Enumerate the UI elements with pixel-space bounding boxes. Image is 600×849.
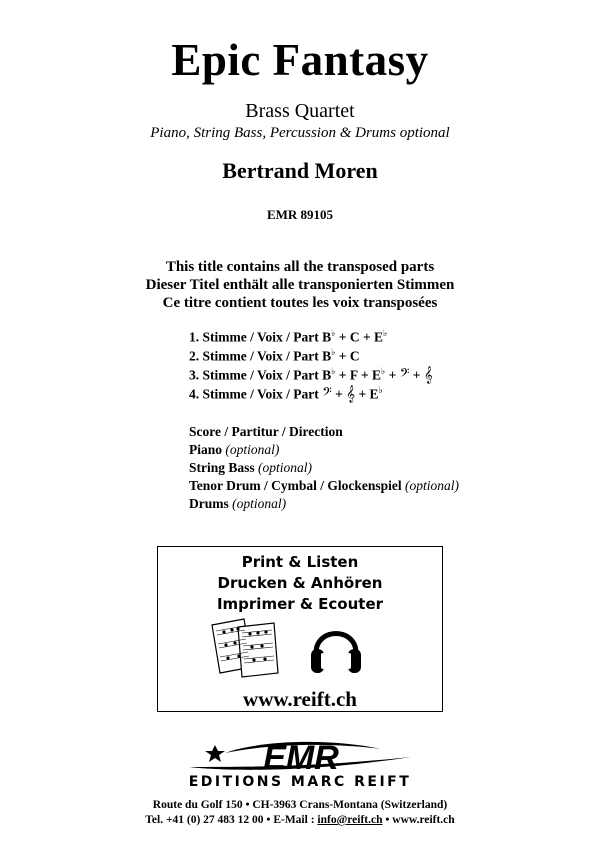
print-listen-line-en: Print & Listen (241, 553, 359, 571)
transposed-notice-de: Dieser Titel enthält alle transponierten Stimmen (145, 277, 455, 293)
extra-string-bass: String Bass (optional) (189, 460, 313, 475)
catalog-number: EMR 89105 (266, 207, 334, 222)
treble-clef-icon: 𝄞 (346, 386, 356, 403)
headphones-icon (308, 617, 364, 677)
transposed-notice-en: This title contains all the transposed parts (165, 259, 435, 275)
bass-clef-icon: 𝄢 (399, 367, 410, 384)
email-link[interactable]: info@reift.ch (317, 814, 383, 826)
bass-clef-icon: 𝄢 (322, 386, 332, 403)
extra-percussion: Tenor Drum / Cymbal / Glockenspiel (optional) (189, 478, 460, 493)
extras-list (189, 423, 459, 513)
print-listen-box (157, 546, 443, 712)
emr-logo (185, 737, 415, 779)
flat-icon: ♭ (378, 385, 383, 395)
website-url: www.reift.ch (243, 687, 357, 711)
logo-text: EMR (263, 739, 339, 777)
page-title: Epic Fantasy (171, 35, 429, 85)
flat-icon: ♭ (331, 366, 336, 376)
flat-icon: ♭ (331, 328, 336, 338)
treble-clef-icon: 𝄞 (423, 367, 433, 384)
flat-icon: ♭ (331, 347, 336, 357)
transposed-notice (0, 258, 600, 312)
instrumentation: Piano, String Bass, Percussion & Drums optional (150, 125, 450, 141)
parts-list (189, 324, 433, 403)
part-4: 4. Stimme / Voix / Part 𝄢 + 𝄞 + E♭ (189, 385, 383, 403)
subtitle: Brass Quartet (245, 100, 355, 122)
extra-drums: Drums (optional) (189, 496, 287, 511)
sheet-music-icon (208, 617, 288, 679)
flat-icon: ♭ (383, 328, 388, 338)
print-listen-line-de: Drucken & Anhören (217, 574, 383, 592)
extra-piano: Piano (optional) (189, 442, 280, 457)
print-listen-line-fr: Imprimer & Ecouter (216, 595, 384, 613)
publisher-name: EDITIONS MARC REIFT (188, 774, 412, 790)
publisher-contact: Tel. +41 (0) 27 483 12 00 • E-Mail : info@reift.ch • www.reift.ch (145, 814, 455, 826)
part-3: 3. Stimme / Voix / Part B♭ + F + E♭ + 𝄢 + 𝄞 (189, 366, 433, 384)
extra-score: Score / Partitur / Direction (189, 424, 343, 439)
part-1: 1. Stimme / Voix / Part B♭ + C + E♭ (189, 328, 388, 345)
flat-icon: ♭ (381, 366, 386, 376)
transposed-notice-fr: Ce titre contient toutes les voix transposées (162, 295, 438, 311)
part-2: 2. Stimme / Voix / Part B♭ + C (189, 347, 360, 364)
publisher-address: Route du Golf 150 • CH-3963 Crans-Montana (Switzerland) (152, 799, 448, 811)
composer: Bertrand Moren (222, 158, 378, 183)
